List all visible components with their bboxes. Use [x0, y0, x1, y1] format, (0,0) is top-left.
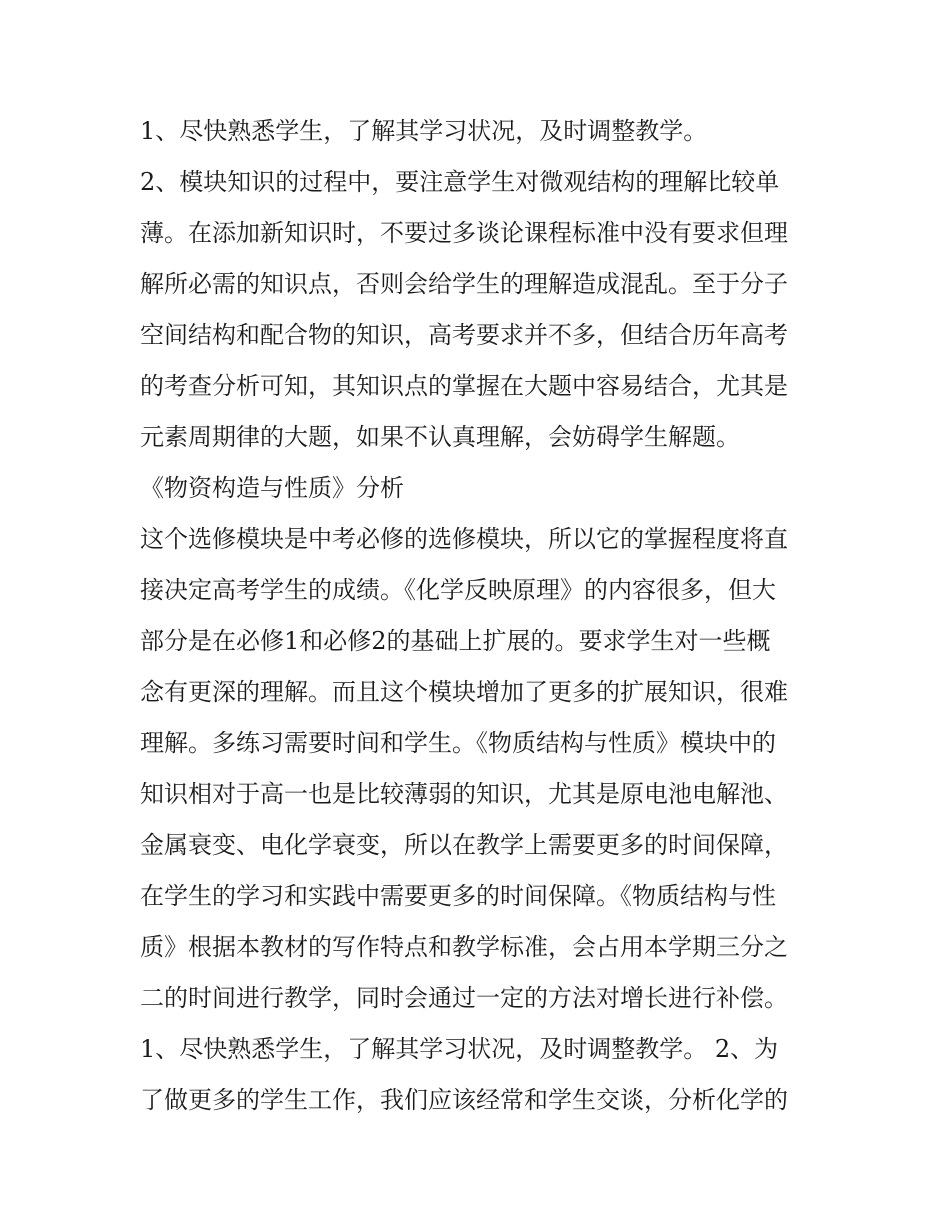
text-line: 金属衰变、电化学衰变，所以在教学上需要更多的时间保障， — [140, 831, 788, 859]
text-line: 念有更深的理解。而且这个模块增加了更多的扩展知识，很难 — [140, 678, 788, 706]
text-line: 空间结构和配合物的知识，高考要求并不多，但结合历年高考 — [140, 321, 788, 349]
text-line: 2、模块知识的过程中，要注意学生对微观结构的理解比较单 — [140, 168, 780, 196]
document-body — [140, 106, 820, 1126]
text-line: 1、尽快熟悉学生，了解其学习状况，及时调整教学。 2、为 — [140, 1035, 779, 1063]
text-line: 薄。在添加新知识时，不要过多谈论课程标准中没有要求但理 — [140, 219, 788, 247]
text-line: 接决定高考学生的成绩。《化学反映原理》的内容很多，但大 — [140, 576, 776, 604]
text-line: 在学生的学习和实践中需要更多的时间保障。《物质结构与性 — [140, 882, 776, 910]
text-line: 这个选修模块是中考必修的选修模块，所以它的掌握程度将直 — [140, 525, 788, 553]
text-line: 理解。多练习需要时间和学生。《物质结构与性质》模块中的 — [140, 729, 776, 757]
text-line: 质》根据本教材的写作特点和教学标准，会占用本学期三分之 — [140, 933, 788, 961]
text-line: 知识相对于高一也是比较薄弱的知识，尤其是原电池电解池、 — [140, 780, 788, 808]
text-line: 1、尽快熟悉学生，了解其学习状况，及时调整教学。 — [140, 117, 708, 145]
text-line: 元素周期律的大题，如果不认真理解，会妨碍学生解题。 — [140, 423, 740, 451]
text-line: 了做更多的学生工作，我们应该经常和学生交谈，分析化学的 — [140, 1086, 788, 1114]
text-line: 部分是在必修1和必修2的基础上扩展的。要求学生对一些概 — [140, 627, 771, 655]
text-line: 的考查分析可知，其知识点的掌握在大题中容易结合，尤其是 — [140, 372, 788, 400]
section-heading: 《物资构造与性质》分析 — [140, 474, 404, 502]
text-line: 解所必需的知识点，否则会给学生的理解造成混乱。至于分子 — [140, 270, 788, 298]
text-line: 二的时间进行教学，同时会通过一定的方法对增长进行补偿。 — [140, 984, 788, 1012]
